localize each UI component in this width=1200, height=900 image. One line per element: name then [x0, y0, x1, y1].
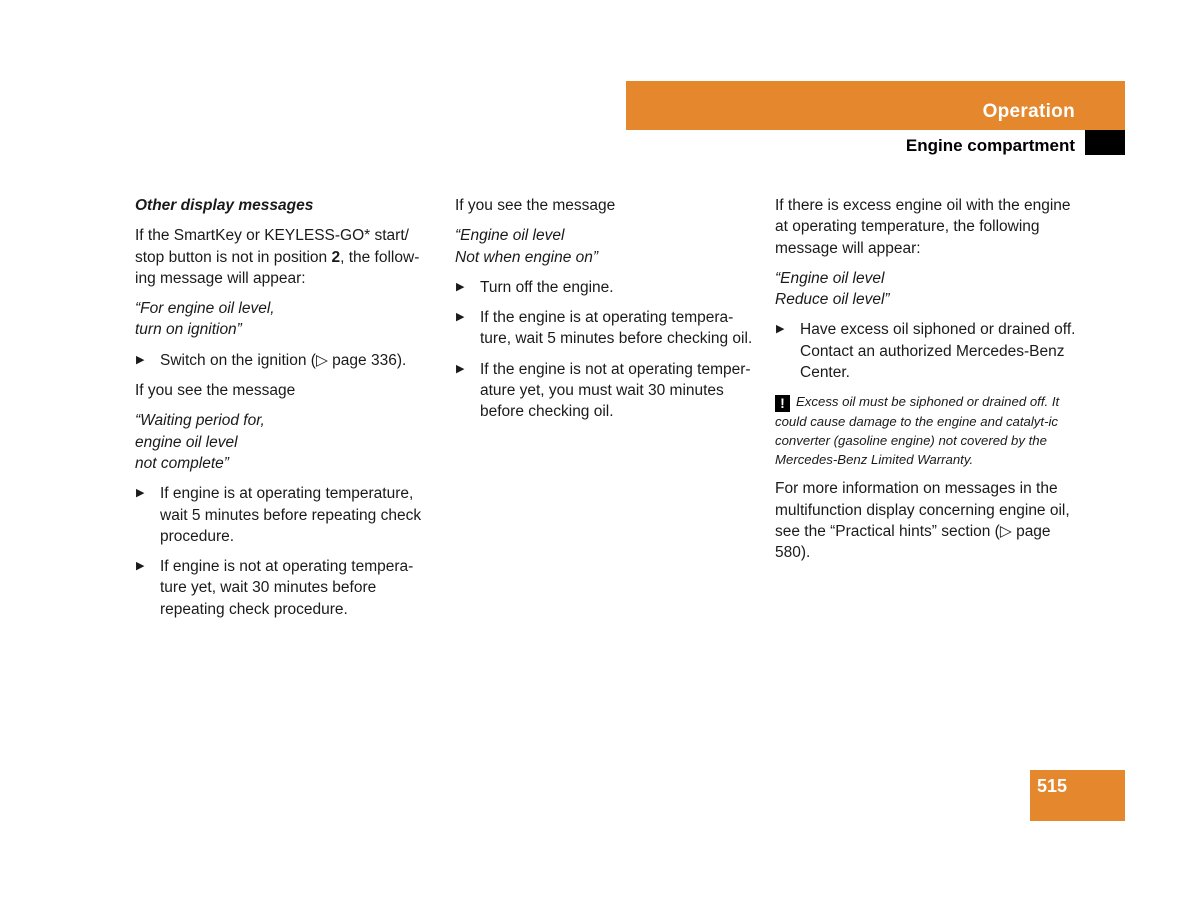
bullet-triangle-icon: ▶	[456, 280, 465, 293]
thumb-tab-marker	[1085, 130, 1125, 155]
instruction-item: ▶ Have excess oil siphoned or drained off. Contact an authorized Mercedes-Benz Center.	[776, 321, 1076, 382]
paragraph: If you see the message	[455, 197, 616, 214]
intro-paragraph: If there is excess engine oil with the engine at operating temperature, the following message will appear:	[775, 197, 1071, 257]
display-message-quote: “Waiting period for, engine oil level not complete”	[135, 412, 265, 472]
page-number: 515	[1037, 776, 1068, 796]
bullet-triangle-icon: ▶	[456, 362, 465, 375]
warning-icon: !	[775, 395, 790, 412]
subsection-title: Engine compartment	[905, 136, 1075, 155]
bullet-triangle-icon: ▶	[776, 323, 785, 336]
bullet-triangle-icon: ▶	[136, 487, 145, 500]
instruction-item: ▶ If the engine is not at operating temper-ature yet, you must wait 30 minutes before checking oil.	[456, 360, 751, 421]
column-3	[775, 195, 1085, 573]
instruction-item: ▶ If the engine is at operating tempera-ture, wait 5 minutes before checking oil.	[456, 309, 753, 348]
display-message-quote: “Engine oil level Reduce oil level”	[775, 269, 890, 309]
instruction-item: ▶ If engine is at operating temperature, wait 5 minutes before repeating check procedure.	[136, 485, 422, 545]
position-number: 2	[331, 248, 341, 266]
column-2	[455, 195, 760, 432]
display-message-quote: “Engine oil level Not when engine on”	[455, 227, 599, 266]
column-heading: Other display messages	[135, 197, 314, 214]
column-1	[135, 195, 440, 629]
bullet-triangle-icon: ▶	[136, 353, 145, 366]
warning-note: ! Excess oil must be siphoned or drained off. It could cause damage to the engine and catalyt-ic converter (gasoline engine) not covered by the Mercedes-Benz Limited Warranty.	[775, 394, 1060, 468]
instruction-item: ▶ If engine is not at operating tempera-ture yet, wait 30 minutes before repeating check procedure.	[136, 558, 414, 618]
bullet-triangle-icon: ▶	[456, 311, 465, 324]
paragraph: If you see the message	[135, 382, 296, 400]
bullet-triangle-icon: ▶	[136, 560, 145, 573]
intro-paragraph: If the SmartKey or KEYLESS-GO* start/ stop button is not in position 2, the follow-ing message will appear:	[135, 227, 420, 287]
instruction-item: ▶ Switch on the ignition (▷ page 336).	[135, 350, 440, 371]
more-info-paragraph: For more information on messages in the multifunction display concerning engine oil, see the “Practical hints” section (▷ page 580).	[775, 480, 1070, 562]
section-title: Operation	[982, 101, 1075, 122]
display-message-quote: “For engine oil level, turn on ignition”	[135, 300, 275, 339]
instruction-item: ▶ Turn off the engine.	[455, 277, 760, 298]
